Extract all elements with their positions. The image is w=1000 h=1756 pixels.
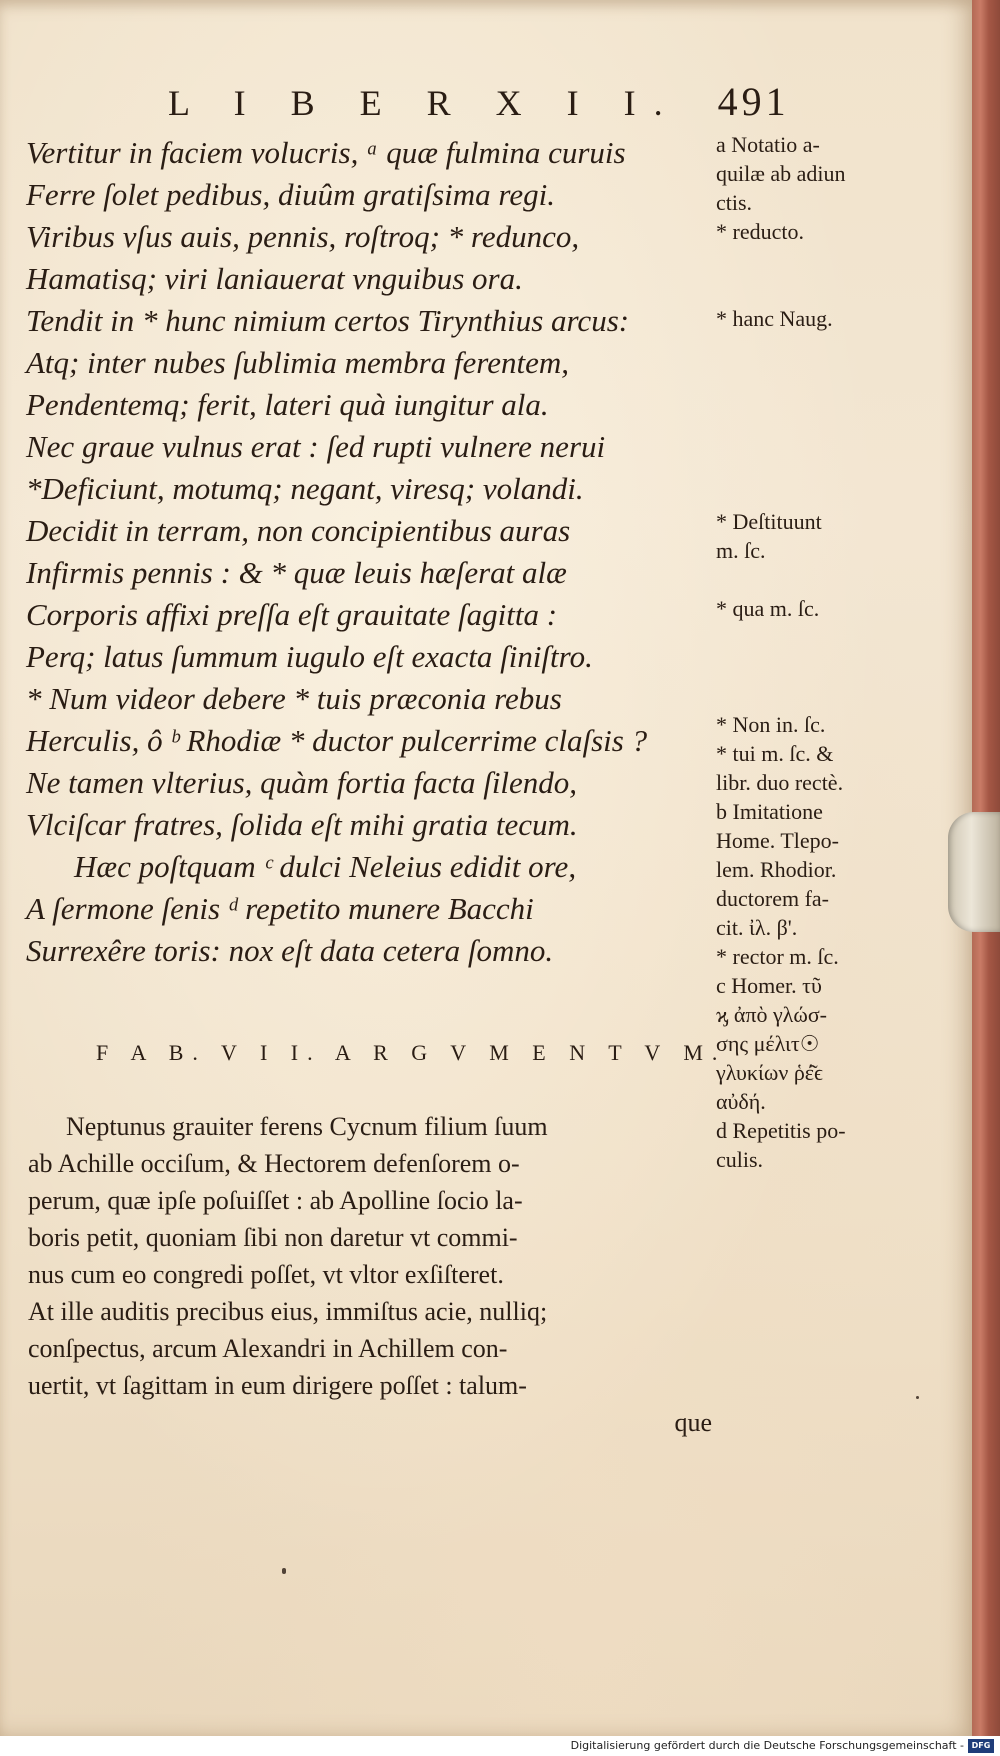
footer-credit: Digitalisierung gefördert durch die Deutsche Forschungsgemeinschaft -: [570, 1739, 964, 1752]
margin-note: * Non in. ſc.: [716, 712, 826, 737]
book-clasp: [948, 812, 1000, 932]
margin-note: [716, 391, 956, 420]
margin-note: * rector m. ſc.: [716, 944, 839, 969]
margin-note: [716, 333, 956, 362]
verse-line: Vlciſcar fratres, ſolida eſt mihi gratia tecum.: [26, 807, 578, 842]
verse-line: Hæc poſtquam ᶜ dulci Neleius edidit ore,: [74, 849, 577, 884]
ink-speck: [282, 1568, 286, 1574]
argument-line: boris petit, quoniam ſibi non daretur vt commi-: [28, 1223, 518, 1252]
margin-note: γλυκίων ῥέ͂ϵ: [716, 1060, 823, 1085]
page-number: 491: [717, 79, 790, 124]
margin-note: Home. Tlepo-: [716, 828, 840, 853]
running-head: [168, 78, 790, 126]
ink-speck: [916, 1396, 919, 1399]
argument-line: uertit, vt ſagittam in eum dirigere poſſet : talum-: [28, 1371, 527, 1400]
margin-note: * Deſtituunt: [716, 509, 822, 534]
margin-note: cit. ἰλ. β'.: [716, 915, 798, 940]
margin-note: [716, 681, 956, 710]
catchword: que: [674, 1408, 712, 1437]
margin-note: [716, 246, 956, 275]
verse-line: Decidit in terram, non concipientibus auras: [26, 513, 571, 548]
verse-line: Viribus vſus auis, pennis, roſtroq; * redunco,: [26, 219, 580, 254]
margin-note: * qua m. ſc.: [716, 596, 820, 621]
verse-line: Atq; inter nubes ſublimia membra ferentem,: [26, 345, 569, 380]
margin-notes: [716, 130, 956, 1174]
verse-line: Ne tamen vlterius, quàm fortia facta ſilendo,: [26, 765, 578, 800]
margin-note: σης μέλιτ☉: [716, 1031, 820, 1056]
margin-note: ductorem fa-: [716, 886, 829, 911]
margin-note: b Imitatione: [716, 799, 823, 824]
digitization-footer: [0, 1736, 1000, 1756]
margin-note: * reducto.: [716, 219, 804, 244]
margin-note: αὐδή.: [716, 1089, 766, 1114]
margin-note: [716, 275, 956, 304]
margin-note: culis.: [716, 1147, 764, 1172]
verse-line: Perq; latus ſummum iugulo eſt exacta ſiniſtro.: [26, 639, 593, 674]
margin-note: ctis.: [716, 190, 753, 215]
argument-line: perum, quæ ipſe poſuiſſet : ab Apolline ſocio la-: [28, 1186, 523, 1215]
margin-note: ϗ ἀπὸ γλώσ-: [716, 1002, 828, 1027]
margin-note: [716, 420, 956, 449]
argument-paragraph: [28, 1108, 718, 1441]
verse-line: Vertitur in faciem volucris, ᵃ quæ fulmina curuis: [26, 135, 626, 170]
verse-line: * Num videor debere * tuis præconia rebus: [26, 681, 562, 716]
section-heading: F A B. V I I. A R G V M E N T V M.: [96, 1040, 727, 1065]
margin-note: m. ſc.: [716, 538, 766, 563]
verse-line: Nec graue vulnus erat : ſed rupti vulnere nerui: [26, 429, 606, 464]
verse-block: [26, 132, 716, 972]
margin-note: d Repetitis po-: [716, 1118, 846, 1143]
verse-line: Herculis, ô ᵇ Rhodiæ * ductor pulcerrime claſsis ?: [26, 723, 648, 758]
margin-note: * hanc Naug.: [716, 306, 833, 331]
margin-note: * tui m. ſc. &: [716, 741, 834, 766]
argument-line: ab Achille occiſum, & Hectorem defenſorem o-: [28, 1149, 520, 1178]
dfg-logo: DFG: [968, 1739, 994, 1753]
margin-note: quilæ ab adiun: [716, 161, 846, 186]
verse-line: Corporis affixi preſſa eſt grauitate ſagitta :: [26, 597, 558, 632]
margin-note: libr. duo rectè.: [716, 770, 844, 795]
verse-line: A ſermone ſenis ᵈ repetito munere Bacchi: [26, 891, 534, 926]
margin-note: [716, 623, 956, 652]
margin-note: [716, 449, 956, 478]
margin-note: [716, 362, 956, 391]
margin-note: lem. Rhodior.: [716, 857, 837, 882]
verse-line: Infirmis pennis : & * quæ leuis hæſerat alæ: [26, 555, 567, 590]
margin-note: [716, 478, 956, 507]
verse-line: Hamatisq; viri laniauerat vnguibus ora.: [26, 261, 523, 296]
margin-note: [716, 565, 956, 594]
verse-line: Ferre ſolet pedibus, diuûm gratiſsima regi.: [26, 177, 555, 212]
margin-note: a Notatio a-: [716, 132, 820, 157]
verse-line: Tendit in * hunc nimium certos Tirynthius arcus:: [26, 303, 630, 338]
running-head-title: L I B E R X I I.: [168, 83, 681, 123]
verse-line: *Deficiunt, motumq; negant, viresq; volandi.: [26, 471, 584, 506]
argument-line: Neptunus grauiter ferens Cycnum filium ſuum: [66, 1112, 548, 1141]
margin-note: c Homer. τῦ: [716, 973, 822, 998]
argument-line: nus cum eo congredi poſſet, vt vltor exſiſteret.: [28, 1260, 504, 1289]
verse-line: Pendentemq; ferit, lateri quà iungitur ala.: [26, 387, 549, 422]
argument-line: At ille auditis precibus eius, immiſtus acie, nulliq;: [28, 1297, 548, 1326]
margin-note: [716, 652, 956, 681]
verse-line: Surrexêre toris: nox eſt data cetera ſomno.: [26, 933, 554, 968]
argument-line: conſpectus, arcum Alexandri in Achillem con-: [28, 1334, 508, 1363]
